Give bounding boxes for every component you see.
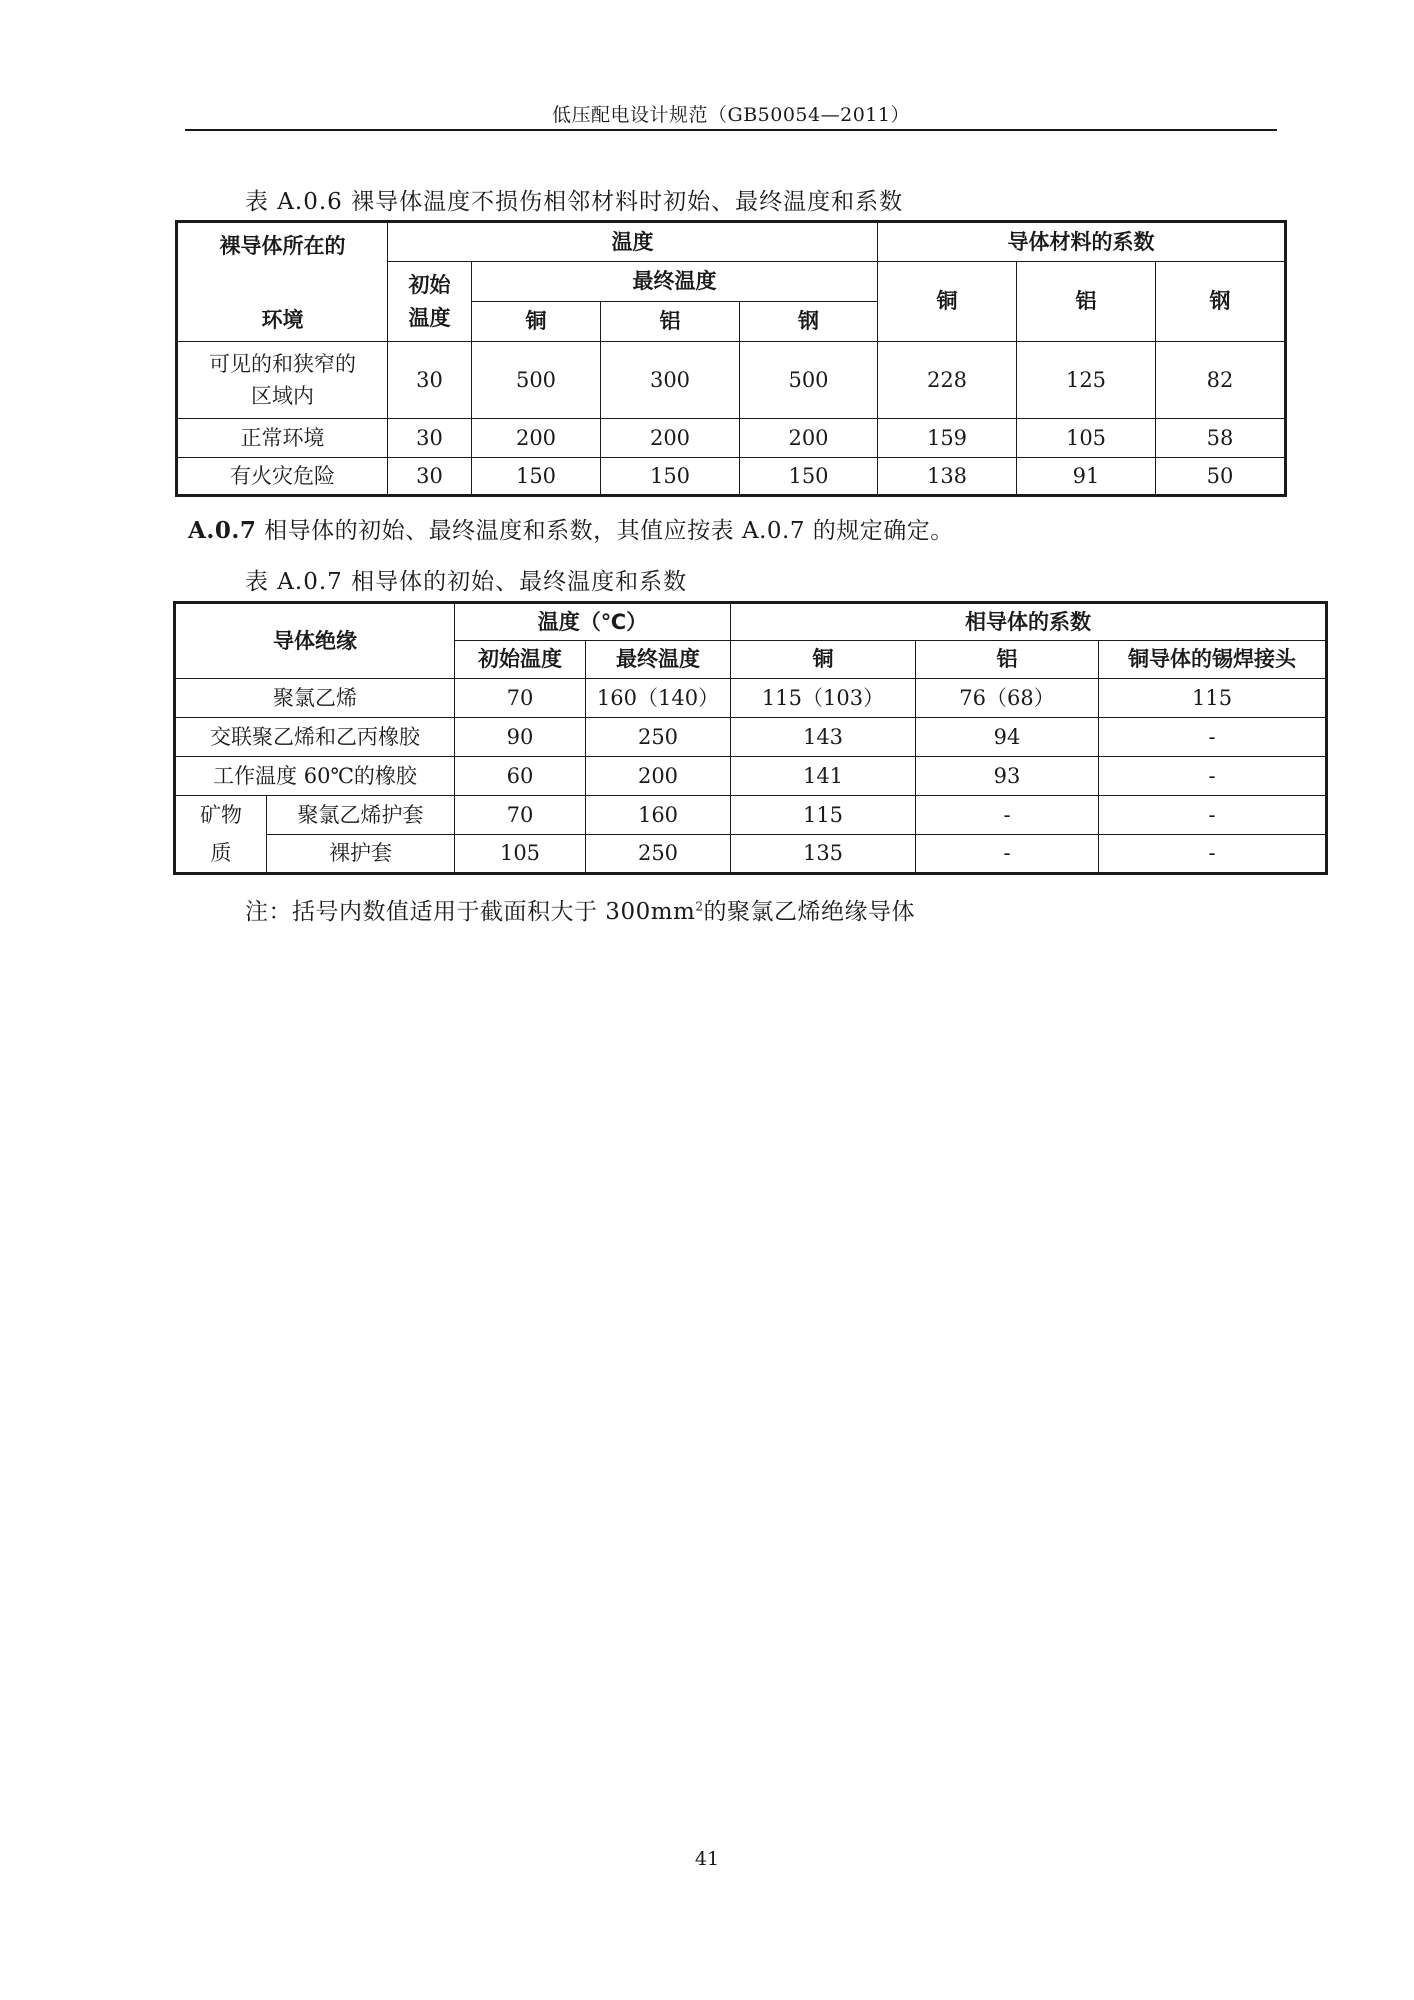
- cell-insulation-sub: 裸护套: [267, 835, 455, 874]
- cell-coef-aluminum: -: [916, 796, 1099, 835]
- cell-initial: 30: [388, 458, 472, 496]
- cell-coef-aluminum: 93: [916, 757, 1099, 796]
- table-row: [175, 796, 1327, 835]
- cell-coef-copper: 228: [878, 342, 1017, 419]
- col-header-coef-copper: 铜: [878, 262, 1017, 342]
- cell-final: 200: [586, 757, 731, 796]
- cell-initial: 70: [455, 679, 586, 718]
- cell-final-steel: 200: [740, 419, 878, 458]
- note-text-after: 的聚氯乙烯绝缘导体: [703, 899, 915, 925]
- cell-coef-aluminum: 91: [1017, 458, 1156, 496]
- env-line2: 区域内: [251, 384, 314, 408]
- cell-initial: 30: [388, 419, 472, 458]
- cell-coef-aluminum: -: [916, 835, 1099, 874]
- cell-coef-aluminum: 125: [1017, 342, 1156, 419]
- cell-final-copper: 200: [472, 419, 601, 458]
- cell-coef-solder: -: [1099, 796, 1327, 835]
- cell-insulation: 交联聚乙烯和乙丙橡胶: [175, 718, 455, 757]
- cell-coef-aluminum: 94: [916, 718, 1099, 757]
- cell-insulation-sub: 聚氯乙烯护套: [267, 796, 455, 835]
- cell-initial: 30: [388, 342, 472, 419]
- running-header-title: 低压配电设计规范（GB50054—2011）: [552, 104, 910, 126]
- col-header-initial-temp: 初始温度: [455, 641, 586, 679]
- cell-final-aluminum: 300: [601, 342, 740, 419]
- mineral-line2: 质: [210, 841, 232, 865]
- table-row: [177, 419, 1286, 458]
- col-header-final-aluminum: 铝: [601, 302, 740, 342]
- cell-initial: 60: [455, 757, 586, 796]
- col-header-coefficient: 导体材料的系数: [878, 222, 1286, 262]
- env-header-top: 裸导体所在的: [219, 234, 346, 258]
- cell-final: 250: [586, 835, 731, 874]
- col-header-final-steel: 钢: [740, 302, 878, 342]
- cell-coef-solder: -: [1099, 835, 1327, 874]
- cell-coef-copper: 135: [731, 835, 916, 874]
- table-a06: [175, 220, 1287, 497]
- cell-coef-copper: 141: [731, 757, 916, 796]
- cell-coef-copper: 115（103）: [731, 679, 916, 718]
- col-header-aluminum: 铝: [916, 641, 1099, 679]
- note-superscript: 2: [695, 899, 704, 914]
- col-header-final-copper: 铜: [472, 302, 601, 342]
- clause-number: A.0.7: [188, 517, 257, 544]
- col-header-temperature: 温度（℃）: [455, 603, 731, 641]
- env-header-bottom: 环境: [261, 307, 304, 332]
- col-header-solder-joint: 铜导体的锡焊接头: [1099, 641, 1327, 679]
- col-header-coef-aluminum: 铝: [1017, 262, 1156, 342]
- cell-coef-copper: 159: [878, 419, 1017, 458]
- cell-environment: 有火灾危险: [177, 458, 388, 496]
- col-header-insulation: 导体绝缘: [175, 603, 455, 679]
- cell-mineral-group: [175, 796, 267, 874]
- cell-coef-steel: 82: [1156, 342, 1286, 419]
- cell-environment: [177, 342, 388, 419]
- table-row: [175, 757, 1327, 796]
- table-note: [245, 893, 915, 926]
- header-rule: [185, 129, 1277, 131]
- table-row: [177, 342, 1286, 419]
- cell-coef-copper: 138: [878, 458, 1017, 496]
- cell-final-copper: 150: [472, 458, 601, 496]
- initial-line1: 初始: [408, 273, 451, 298]
- col-header-coef-steel: 钢: [1156, 262, 1286, 342]
- col-header-temperature: 温度: [388, 222, 878, 262]
- cell-coef-solder: 115: [1099, 679, 1327, 718]
- env-line1: 可见的和狭窄的: [209, 351, 356, 376]
- mineral-line1: 矿物: [200, 802, 242, 827]
- col-header-final-temp: 最终温度: [586, 641, 731, 679]
- table-a07: [173, 601, 1328, 875]
- col-header-environment: [177, 222, 388, 342]
- col-header-copper: 铜: [731, 641, 916, 679]
- cell-coef-copper: 143: [731, 718, 916, 757]
- cell-final-steel: 500: [740, 342, 878, 419]
- table-row: [175, 835, 1327, 874]
- cell-initial: 70: [455, 796, 586, 835]
- cell-initial: 90: [455, 718, 586, 757]
- page-number: 41: [694, 1848, 720, 1870]
- note-text-before: 注：括号内数值适用于截面积大于 300mm: [245, 899, 696, 925]
- cell-final-aluminum: 200: [601, 419, 740, 458]
- table-a07-caption: 表 A.0.7 相导体的初始、最终温度和系数: [245, 569, 688, 595]
- cell-environment: 正常环境: [177, 419, 388, 458]
- cell-coef-steel: 50: [1156, 458, 1286, 496]
- cell-final: 250: [586, 718, 731, 757]
- cell-insulation: 聚氯乙烯: [175, 679, 455, 718]
- table-row: [177, 458, 1286, 496]
- cell-final: 160（140）: [586, 679, 731, 718]
- cell-coef-solder: -: [1099, 757, 1327, 796]
- table-row: [175, 718, 1327, 757]
- cell-coef-aluminum: 105: [1017, 419, 1156, 458]
- cell-coef-copper: 115: [731, 796, 916, 835]
- cell-insulation: 工作温度 60℃的橡胶: [175, 757, 455, 796]
- clause-text: 相导体的初始、最终温度和系数，其值应按表 A.0.7 的规定确定。: [256, 518, 954, 544]
- cell-coef-solder: -: [1099, 718, 1327, 757]
- cell-coef-steel: 58: [1156, 419, 1286, 458]
- cell-final: 160: [586, 796, 731, 835]
- clause-a07: [188, 512, 954, 545]
- col-header-final-temp: 最终温度: [472, 262, 878, 302]
- table-a06-caption: 表 A.0.6 裸导体温度不损伤相邻材料时初始、最终温度和系数: [245, 189, 904, 215]
- cell-final-aluminum: 150: [601, 458, 740, 496]
- initial-line2: 温度: [408, 305, 451, 330]
- table-row: [175, 679, 1327, 718]
- cell-initial: 105: [455, 835, 586, 874]
- cell-coef-aluminum: 76（68）: [916, 679, 1099, 718]
- cell-final-steel: 150: [740, 458, 878, 496]
- col-header-initial-temp: [388, 262, 472, 342]
- cell-final-copper: 500: [472, 342, 601, 419]
- col-header-coefficient: 相导体的系数: [731, 603, 1327, 641]
